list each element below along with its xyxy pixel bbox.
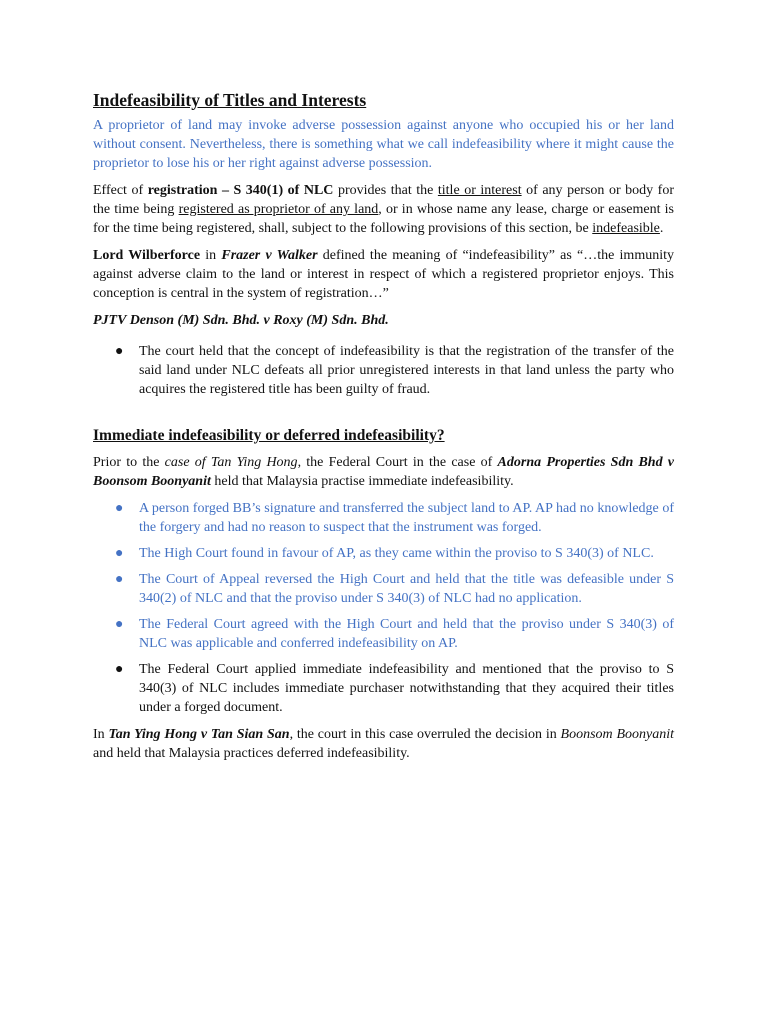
prior-paragraph: Prior to the case of Tan Ying Hong, the Federal Court in the case of Adorna Properties Sdn Bhd v Boonsom Boonyanit held that Malaysia practise immediate indefeasibility. (93, 455, 675, 489)
list-item: ● A person forged BB’s signature and transferred the subject land to AP. AP had no knowledge of the forgery and had no reason to suspect that the instrument was forged. (115, 501, 674, 535)
bullet-icon: ● (115, 572, 124, 587)
pjtv-bullet-list (93, 342, 674, 399)
bullet-icon: ● (115, 662, 124, 677)
document-title: Indefeasibility of Titles and Interests (93, 90, 367, 110)
bullet-icon: ● (115, 617, 124, 632)
case-heading-pjtv: PJTV Denson (M) Sdn. Bhd. v Roxy (M) Sdn. Bhd. (93, 313, 389, 328)
list-item: ● The Federal Court agreed with the High Court and held that the proviso under S 340(3) of NLC was applicable and conferred indefeasibility on AP. (115, 617, 674, 651)
bullet-icon: ● (115, 501, 124, 516)
list-item: ● The High Court found in favour of AP, as they came within the proviso to S 340(3) of NLC. (115, 546, 654, 561)
bullet-icon: ● (115, 546, 124, 561)
effect-paragraph: Effect of registration – S 340(1) of NLC provides that the title or interest of any person or body for the time being registered as proprietor of any land, or in whose name any lease, charge or easement is for the time being registered, shall, subject to the following provisions of this section, be indefeasible. (93, 183, 675, 236)
list-item: ● The court held that the concept of indefeasibility is that the registration of the transfer of the said land under NLC defeats all prior unregistered interests in that land unless the party who acquires the registered title has been guilty of fraud. (115, 344, 674, 397)
section-heading: Immediate indefeasibility or deferred indefeasibility? (93, 427, 445, 444)
intro-paragraph: A proprietor of land may invoke adverse possession against anyone who occupied his or her land without consent. Nevertheless, there is something what we call indefeasibility where it might cause the proprietor to lose his or her right against adverse possession. (93, 118, 674, 171)
list-item: ● The Federal Court applied immediate indefeasibility and mentioned that the proviso to S 340(3) of NLC includes immediate purchaser notwithstanding that they acquired their titles under a forged document. (115, 662, 674, 715)
list-item: ● The Court of Appeal reversed the High Court and held that the title was defeasible under S 340(2) of NLC and that the proviso under S 340(3) of NLC had no application. (115, 572, 674, 606)
wilberforce-paragraph: Lord Wilberforce in Frazer v Walker defined the meaning of “indefeasibility” as “…the immunity against adverse claim to the land or interest in respect of which a registered proprietor enjoys. This conception is central in the system of registration…” (93, 248, 674, 301)
tan-paragraph: In Tan Ying Hong v Tan Sian San, the court in this case overruled the decision in Boonsom Boonyanit and held that Malaysia practices deferred indefeasibility. (93, 727, 675, 761)
adorna-bullet-list (93, 499, 674, 717)
bullet-icon: ● (115, 344, 124, 359)
